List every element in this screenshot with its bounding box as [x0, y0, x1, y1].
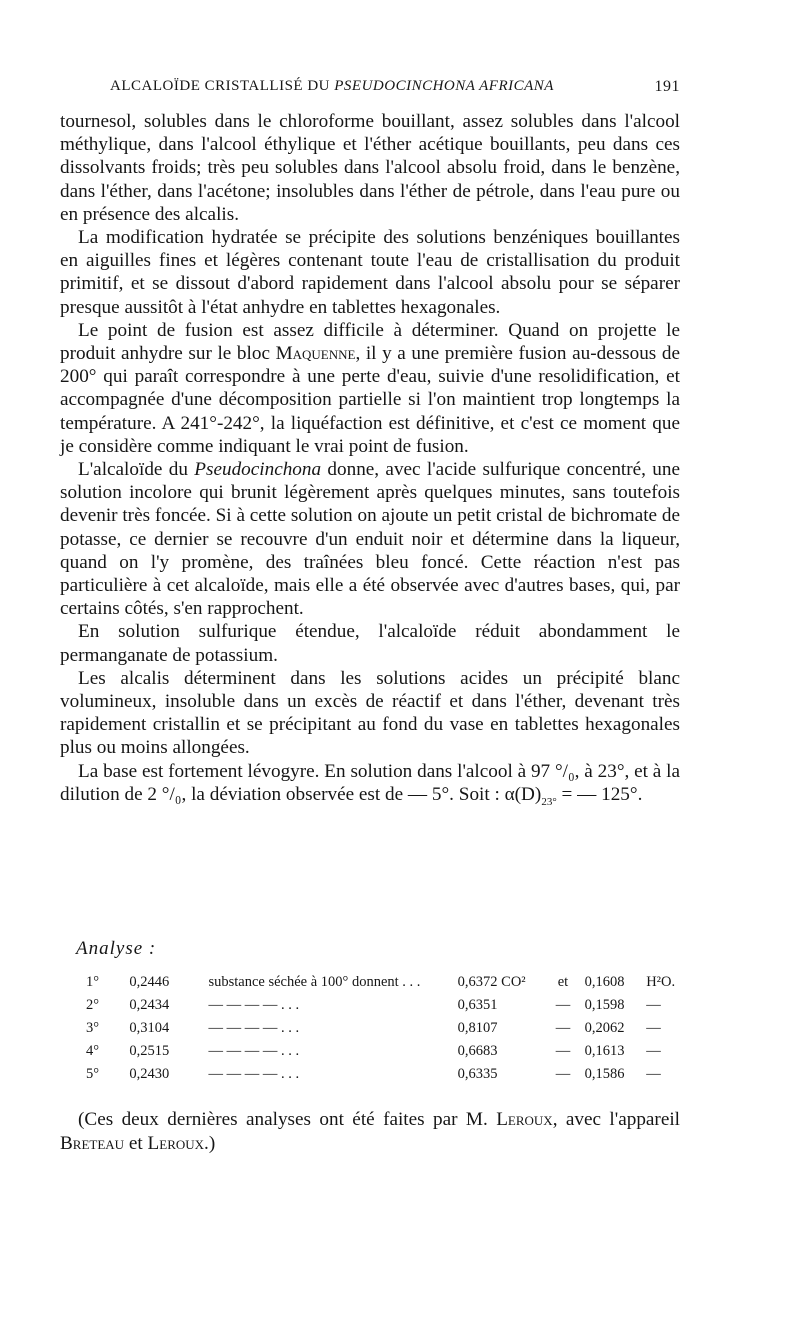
analysis-cell-h2o: 0,1586	[584, 1066, 625, 1082]
analysis-cell-end: —	[646, 1020, 661, 1036]
paragraph-solubility: tournesol, solubles dans le chloroforme bouillant, assez solubles dans l'alcool méthylique, dans l'alcool éthylique et l'éther acétique bouillants, peu dans ces dissolvants froids; très peu solubles dans l'alcool absolu froid, dans le benzène, dans l'éther, dans l'acétone; insolubles dans l'éther de pétrole, dans l'eau pure ou en présence des alcalis.	[60, 111, 680, 225]
rotation-subscript: 23°	[541, 795, 557, 808]
analysis-cell-desc: — — — — . . .	[208, 1066, 300, 1082]
analysis-cell-co2: 0,6351	[457, 997, 498, 1013]
analysis-cell-mass: 0,2434	[129, 997, 170, 1013]
body-text	[60, 110, 680, 806]
analysis-cell-co2: 0,6683	[457, 1043, 498, 1059]
table-row	[86, 1039, 686, 1062]
table-row	[86, 970, 686, 993]
running-header	[62, 78, 680, 95]
analysis-cell-end: —	[646, 1043, 661, 1059]
analysis-cell-mid: —	[555, 1066, 571, 1082]
paragraph-sulfuric-reaction: L'alcaloïde du Pseudocinchona donne, avec l'acide sulfurique concentré, une solution incolore qui brunit légèrement après quelques minutes, sans toutefois devenir très foncée. Si à cette solution on ajoute un petit cristal de bichromate de potasse, ce dernier se recouvre d'un enduit noir et détermine dans la liqueur, quand on l'y promène, des traînées bleu foncé. Cette réaction n'est pas particulière à cet alcaloïde, mais elle a été observée avec d'autres bases, qui, par certains côtés, s'en rapprochent.	[60, 459, 680, 620]
analysis-cell-idx: 3°	[86, 1020, 100, 1036]
paragraph-melting-point: Le point de fusion est assez difficile à déterminer. Quand on projette le produit anhydre sur le bloc Maquenne, il y a une première fusion au-dessous de 200° qui paraît correspondre à une perte d'eau, suivie d'une resolidification, et accompagnée d'une décomposition partielle si l'on maintient trop longtemps la température. A 241°-242°, la liquéfaction est définitive, et c'est ce moment que je considère comme indiquant le vrai point de fusion.	[60, 319, 680, 457]
table-row	[86, 993, 686, 1016]
analysis-cell-mid: —	[555, 1043, 571, 1059]
analysis-cell-idx: 4°	[86, 1043, 100, 1059]
analysis-cell-mass: 0,3104	[129, 1020, 170, 1036]
analysis-cell-desc: — — — — . . .	[208, 1043, 300, 1059]
analysis-cell-co2: 0,6372 CO²	[457, 974, 526, 990]
paragraph-alkalis: Les alcalis déterminent dans les solutions acides un précipité blanc volumineux, insoluble dans un excès de réactif et dans l'éther, devenant très rapidement cristallin et se précipitant au fond du vase en tablettes hexagonales plus ou moins allongées.	[60, 667, 680, 759]
analysis-heading: Analyse :	[76, 938, 157, 959]
analysis-cell-end: —	[646, 1066, 661, 1082]
analysis-cell-desc: — — — — . . .	[208, 997, 300, 1013]
analysis-cell-co2: 0,6335	[457, 1066, 498, 1082]
analysis-cell-co2: 0,8107	[457, 1020, 498, 1036]
author-name: Maquenne	[275, 343, 356, 365]
analysis-cell-mid: —	[555, 997, 571, 1013]
paragraph-hydrated-form: La modification hydratée se précipite des solutions benzéniques bouillantes en aiguilles fines et légères contenant toute l'eau de cristallisation du produit primitif, et se dissout d'abord rapidement dans l'alcool absolu pour se séparer presque aussitôt à l'état anhydre en tablettes hexagonales.	[60, 227, 680, 318]
analysis-cell-mass: 0,2446	[129, 974, 170, 990]
analysis-cell-desc: — — — — . . .	[208, 1020, 300, 1036]
analysis-cell-mass: 0,2515	[129, 1043, 170, 1059]
paragraph-permanganate: En solution sulfurique étendue, l'alcaloïde réduit abondamment le permanganate de potassium.	[60, 621, 680, 666]
running-title: ALCALOÏDE CRISTALLISÉ DU PSEUDOCINCHONA AFRICANA	[110, 78, 554, 94]
genus-name: Pseudocinchona	[194, 459, 322, 481]
analysis-table	[86, 970, 686, 1085]
page-number: 191	[654, 78, 680, 95]
analysis-cell-h2o: 0,1598	[584, 997, 625, 1013]
table-row	[86, 1016, 686, 1039]
analysis-cell-idx: 1°	[86, 974, 100, 990]
analysis-cell-h2o: 0,1613	[584, 1043, 625, 1059]
analysis-cell-end: —	[646, 997, 661, 1013]
analysis-cell-mid: et	[557, 974, 569, 990]
table-row	[86, 1062, 686, 1085]
paragraph-rotation: La base est fortement lévogyre. En solution dans l'alcool à 97 °/₀, à 23°, et à la dilution de 2 °/₀, la déviation observée est de — 5°. Soit : $\alpha(D)_{23^\circ}$ = — 125°.	[60, 760, 680, 808]
analysis-cell-mid: —	[555, 1020, 571, 1036]
analysis-cell-idx: 2°	[86, 997, 100, 1013]
closing-note	[60, 1108, 680, 1156]
analysis-cell-desc: substance séchée à 100° donnent . . .	[208, 974, 421, 990]
analysis-cell-end: H²O.	[646, 974, 676, 990]
analysis-cell-h2o: 0,2062	[584, 1020, 625, 1036]
analysis-cell-idx: 5°	[86, 1066, 100, 1082]
note-paragraph: (Ces deux dernières analyses ont été faites par M. Leroux, avec l'appareil Breteau et Leroux.)	[60, 1109, 681, 1154]
analysis-cell-mass: 0,2430	[129, 1066, 170, 1082]
analysis-cell-h2o: 0,1608	[584, 974, 625, 990]
